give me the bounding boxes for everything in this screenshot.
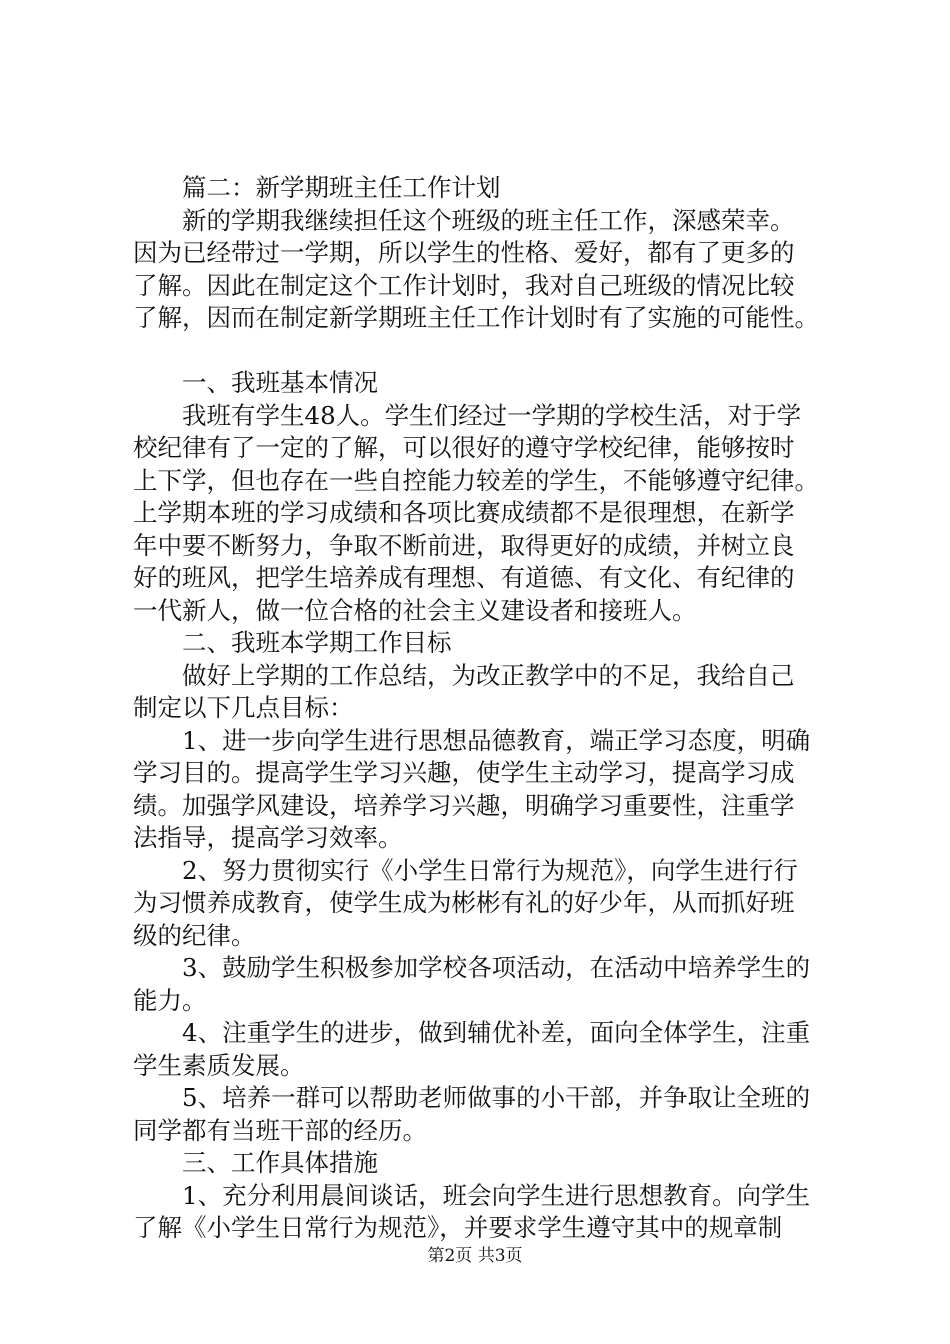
document-body [133,172,853,1245]
text-line: 1、进一步向学生进行思想品德教育，端正学习态度，明确 [182,725,811,755]
text-line: 能力。 [133,985,207,1015]
text-line: 做好上学期的工作总结，为改正教学中的不足，我给自己 [182,660,795,690]
text-line: 新的学期我继续担任这个班级的班主任工作，深感荣幸。 [182,205,795,235]
text-line: 为习惯养成教育，使学生成为彬彬有礼的好少年，从而抓好班 [133,888,795,917]
text-line: 好的班风，把学生培养成有理想、有道德、有文化、有纪律的 [133,563,795,592]
text-line: 级的纪律。 [133,920,256,950]
text-line: 3、鼓励学生积极参加学校各项活动，在活动中培养学生的 [182,953,811,982]
text-line: 一代新人，做一位合格的社会主义建设者和接班人。 [133,595,697,625]
text-line: 篇二：新学期班主任工作计划 [182,173,501,202]
text-line: 了解《小学生日常行为规范》，并要求学生遵守其中的规章制 [133,1213,783,1242]
text-line: 上下学，但也存在一些自控能力较差的学生，不能够遵守纪律。 [133,465,819,495]
text-line: 三、工作具体措施 [182,1148,378,1177]
text-line: 2、努力贯彻实行《小学生日常行为规范》，向学生进行行 [182,855,798,885]
page-footer: 第2页 共3页 [427,1246,523,1266]
text-line: 了解，因而在制定新学期班主任工作计划时有了实施的可能性。 [133,303,819,332]
text-line: 年中要不断努力，争取不断前进，取得更好的成绩，并树立良 [133,530,795,560]
text-line: 了解。因此在制定这个工作计划时，我对自己班级的情况比较 [133,270,795,300]
text-line: 学习目的。提高学生学习兴趣，使学生主动学习，提高学习成 [133,758,795,787]
text-line: 1、充分利用晨间谈话，班会向学生进行思想教育。向学生 [182,1180,811,1210]
text-line: 上学期本班的学习成绩和各项比赛成绩都不是很理想，在新学 [133,498,795,527]
text-line: 绩。加强学风建设，培养学习兴趣，明确学习重要性，注重学 [133,790,795,820]
text-line: 5、培养一群可以帮助老师做事的小干部，并争取让全班的 [182,1083,811,1112]
text-line: 同学都有当班干部的经历。 [133,1115,427,1145]
text-line: 学生素质发展。 [133,1050,305,1080]
text-line: 二、我班本学期工作目标 [182,628,452,657]
blank-line [133,335,853,368]
text-line: 一、我班基本情况 [182,368,378,397]
text-line: 制定以下几点目标： [133,693,354,722]
text-line: 因为已经带过一学期，所以学生的性格、爱好，都有了更多的 [133,238,795,267]
text-line: 法指导，提高学习效率。 [133,823,403,852]
text-line: 校纪律有了一定的了解，可以很好的遵守学校纪律，能够按时 [133,433,795,462]
text-line: 我班有学生48人。学生们经过一学期的学校生活，对于学 [182,400,802,430]
text-line: 4、注重学生的进步，做到辅优补差，面向全体学生，注重 [182,1018,811,1047]
